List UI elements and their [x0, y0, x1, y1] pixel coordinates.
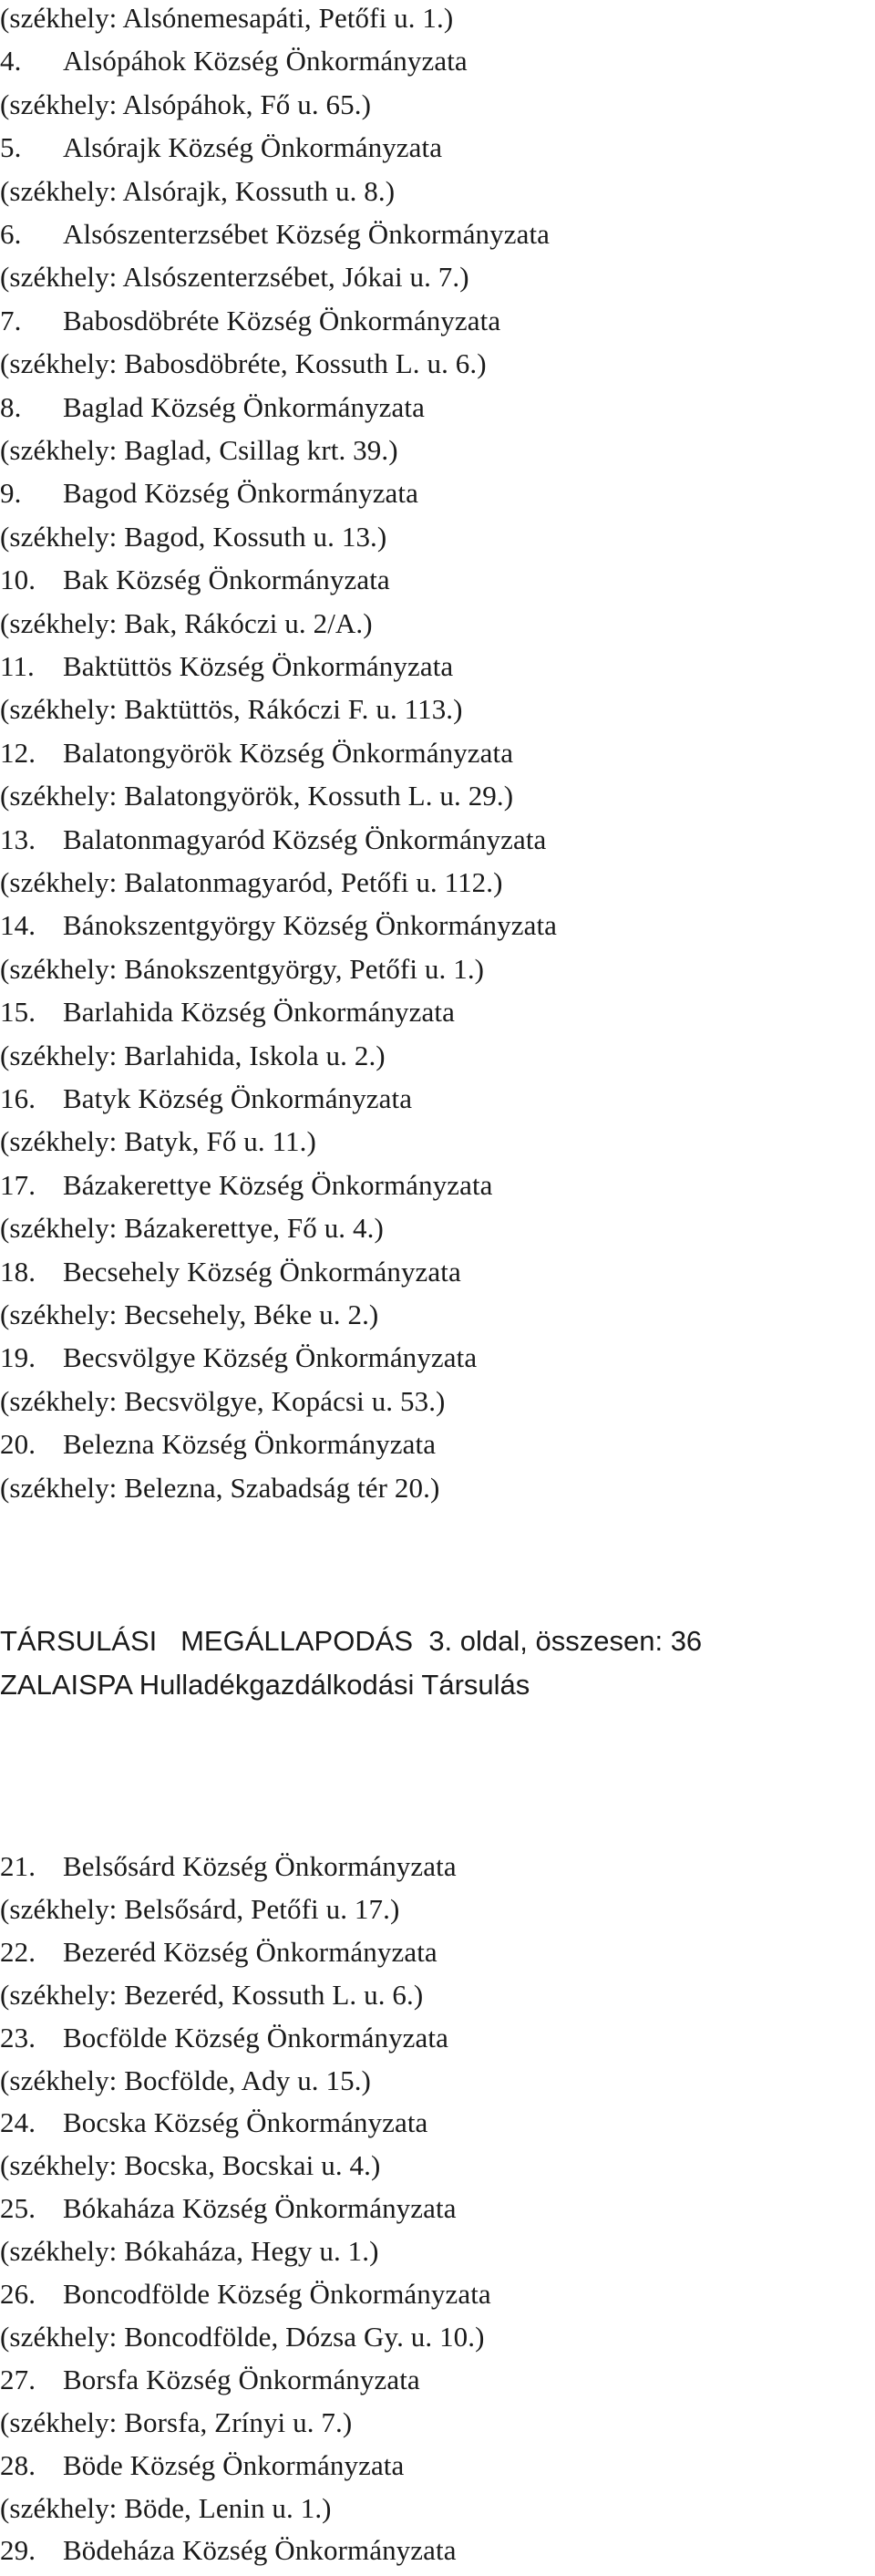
list-item-number: 8.: [0, 390, 22, 423]
list-item-number: 19.: [0, 1341, 36, 1374]
list-item-text: Bödeháza Község Önkormányzata: [63, 2534, 457, 2567]
municipality-name-line: [0, 2447, 404, 2484]
list-item-number: 4.: [0, 45, 22, 78]
municipality-seat-line: [0, 778, 513, 814]
municipality-name-line: [0, 822, 546, 858]
municipality-seat-line: [0, 2405, 352, 2441]
list-item-text: (székhely: Becsvölgye, Kopácsi u. 53.): [0, 1384, 446, 1417]
list-item-text: (székhely: Belezna, Szabadság tér 20.): [0, 1471, 440, 1504]
list-item-text: (székhely: Baglad, Csillag krt. 39.): [0, 434, 398, 466]
footer-association-name: ZALAISPA Hulladékgazdálkodási Társulás: [0, 1669, 530, 1701]
list-item-number: 13.: [0, 822, 36, 855]
list-item-text: Belezna Község Önkormányzata: [63, 1428, 437, 1461]
municipality-seat-line: [0, 1383, 445, 1420]
municipality-seat-line: [0, 432, 398, 469]
list-item-text: (székhely: Boncodfölde, Dózsa Gy. u. 10.): [0, 2320, 485, 2353]
municipality-name-line: [0, 129, 442, 166]
list-item-text: Bocska Község Önkormányzata: [63, 2106, 428, 2139]
municipality-seat-line: [0, 346, 487, 382]
municipality-seat-line: [0, 2490, 332, 2527]
list-item-number: 17.: [0, 1168, 36, 1201]
list-item-number: 16.: [0, 1082, 36, 1114]
list-item-number: 29.: [0, 2534, 36, 2567]
list-item-text: (székhely: Batyk, Fő u. 11.): [0, 1125, 316, 1158]
list-item-number: 9.: [0, 477, 22, 510]
list-item-number: 26.: [0, 2278, 36, 2310]
municipality-seat-line: [0, 2063, 371, 2099]
list-item-text: Böde Község Önkormányzata: [63, 2448, 405, 2481]
list-item-text: Bázakerettye Község Önkormányzata: [63, 1168, 493, 1201]
list-item-text: (székhely: Bagod, Kossuth u. 13.): [0, 520, 387, 553]
list-item-text: (székhely: Baktüttös, Rákóczi F. u. 113.): [0, 693, 463, 726]
list-item-text: (székhely: Bocska, Bocskai u. 4.): [0, 2149, 381, 2182]
list-item-text: Baktüttös Község Önkormányzata: [63, 650, 454, 682]
list-item-number: 5.: [0, 131, 22, 164]
municipality-name-line: [0, 1426, 436, 1463]
list-item-number: 6.: [0, 218, 22, 250]
municipality-name-line: [0, 2105, 427, 2141]
list-item-text: Balatonmagyaród Község Önkormányzata: [63, 822, 547, 855]
list-item-text: (székhely: Alsónemesapáti, Petőfi u. 1.): [0, 2, 454, 34]
list-item-text: Alsópáhok Község Önkormányzata: [63, 45, 468, 78]
list-item-number: 23.: [0, 2021, 36, 2054]
municipality-seat-line: [0, 173, 395, 210]
list-item-text: (székhely: Böde, Lenin u. 1.): [0, 2491, 332, 2524]
list-item-text: (székhely: Bezeréd, Kossuth L. u. 6.): [0, 1978, 424, 2011]
list-item-number: 24.: [0, 2106, 36, 2139]
footer-page-info: TÁRSULÁSI MEGÁLLAPODÁS 3. oldal, összesen: 36: [0, 1625, 703, 1657]
list-item-number: 10.: [0, 564, 36, 596]
list-item-text: Becsvölgye Község Önkormányzata: [63, 1341, 478, 1374]
list-item-text: Balatongyörök Község Önkormányzata: [63, 736, 514, 769]
list-item-text: (székhely: Borsfa, Zrínyi u. 7.): [0, 2405, 353, 2438]
list-item-number: 12.: [0, 736, 36, 769]
list-item-text: Boncodfölde Község Önkormányzata: [63, 2278, 491, 2310]
municipality-name-line: [0, 389, 425, 426]
list-item-text: Barlahida Község Önkormányzata: [63, 996, 455, 1029]
list-item-number: 28.: [0, 2448, 36, 2481]
municipality-seat-line: [0, 1977, 423, 2013]
list-item-text: (székhely: Alsószenterzsébet, Jókai u. 7.): [0, 261, 469, 294]
municipality-seat-line: [0, 259, 469, 295]
municipality-name-line: [0, 562, 390, 598]
municipality-seat-line: [0, 1038, 386, 1074]
municipality-seat-line: [0, 951, 484, 988]
municipality-name-line: [0, 43, 468, 79]
municipality-name-line: [0, 2362, 420, 2398]
list-item-text: (székhely: Alsórajk, Kossuth u. 8.): [0, 174, 396, 207]
list-item-number: 21.: [0, 1850, 36, 1882]
list-item-text: (székhely: Balatonmagyaród, Petőfi u. 112.): [0, 866, 503, 898]
municipality-name-line: [0, 1934, 438, 1971]
list-item-text: (székhely: Belsősárd, Petőfi u. 17.): [0, 1892, 400, 1925]
municipality-name-line: [0, 475, 418, 512]
list-item-text: (székhely: Bókaháza, Hegy u. 1.): [0, 2235, 379, 2268]
municipality-name-line: [0, 735, 513, 771]
municipality-name-line: [0, 2020, 448, 2056]
list-item-number: 15.: [0, 996, 36, 1029]
list-item-text: (székhely: Bázakerettye, Fő u. 4.): [0, 1212, 384, 1245]
list-item-text: Babosdöbréte Község Önkormányzata: [63, 304, 501, 336]
list-item-number: 18.: [0, 1255, 36, 1288]
list-item-number: 20.: [0, 1428, 36, 1461]
list-item-text: (székhely: Bak, Rákóczi u. 2/A.): [0, 606, 373, 639]
list-item-text: (székhely: Bocfölde, Ady u. 15.): [0, 2064, 371, 2096]
municipality-name-line: [0, 216, 550, 253]
municipality-name-line: [0, 1254, 461, 1290]
list-item-text: Baglad Község Önkormányzata: [63, 390, 425, 423]
municipality-name-line: [0, 1340, 477, 1376]
municipality-name-line: [0, 1848, 457, 1885]
list-item-number: 11.: [0, 650, 35, 682]
municipality-name-line: [0, 907, 557, 944]
municipality-seat-line: [0, 2319, 485, 2355]
list-item-text: Bak Község Önkormányzata: [63, 564, 390, 596]
municipality-name-line: [0, 2276, 491, 2312]
list-item-number: 22.: [0, 1935, 36, 1968]
municipality-name-line: [0, 648, 453, 685]
municipality-seat-line: [0, 691, 463, 728]
municipality-seat-line: [0, 2233, 379, 2270]
municipality-seat-line: [0, 1210, 384, 1247]
municipality-seat-line: [0, 1470, 439, 1506]
municipality-name-line: [0, 303, 500, 339]
municipality-seat-line: [0, 0, 453, 36]
list-item-text: Bagod Község Önkormányzata: [63, 477, 418, 510]
municipality-seat-line: [0, 87, 371, 123]
list-item-text: Bókaháza Község Önkormányzata: [63, 2192, 457, 2225]
list-item-text: (székhely: Becsehely, Béke u. 2.): [0, 1298, 379, 1330]
municipality-seat-line: [0, 1297, 378, 1333]
municipality-name-line: [0, 1081, 412, 1117]
municipality-name-line: [0, 2532, 457, 2569]
list-item-text: Alsószenterzsébet Község Önkormányzata: [63, 218, 551, 250]
list-item-text: Belsősárd Község Önkormányzata: [63, 1850, 457, 1882]
municipality-name-line: [0, 1167, 493, 1204]
list-item-text: Borsfa Község Önkormányzata: [63, 2363, 420, 2395]
list-item-text: Bánokszentgyörgy Község Önkormányzata: [63, 909, 558, 942]
municipality-seat-line: [0, 1123, 316, 1160]
list-item-text: Alsórajk Község Önkormányzata: [63, 131, 443, 164]
list-item-text: Becsehely Község Önkormányzata: [63, 1255, 461, 1288]
municipality-name-line: [0, 994, 455, 1030]
list-item-number: 27.: [0, 2363, 36, 2395]
list-item-number: 25.: [0, 2192, 36, 2225]
list-item-text: (székhely: Barlahida, Iskola u. 2.): [0, 1039, 386, 1071]
list-item-text: (székhely: Babosdöbréte, Kossuth L. u. 6.): [0, 347, 487, 380]
list-item-text: (székhely: Bánokszentgyörgy, Petőfi u. 1.): [0, 952, 485, 985]
list-item-text: Batyk Község Önkormányzata: [63, 1082, 413, 1114]
municipality-name-line: [0, 2190, 457, 2227]
municipality-seat-line: [0, 1891, 399, 1928]
list-item-text: Bocfölde Község Önkormányzata: [63, 2021, 448, 2054]
list-item-number: 14.: [0, 909, 36, 942]
list-item-text: Bezeréd Község Önkormányzata: [63, 1935, 438, 1968]
municipality-seat-line: [0, 519, 386, 555]
list-item-text: (székhely: Alsópáhok, Fő u. 65.): [0, 88, 372, 120]
list-item-text: (székhely: Balatongyörök, Kossuth L. u. 29.): [0, 780, 514, 812]
municipality-seat-line: [0, 864, 503, 901]
municipality-seat-line: [0, 2147, 380, 2184]
municipality-seat-line: [0, 605, 373, 642]
list-item-number: 7.: [0, 304, 22, 336]
